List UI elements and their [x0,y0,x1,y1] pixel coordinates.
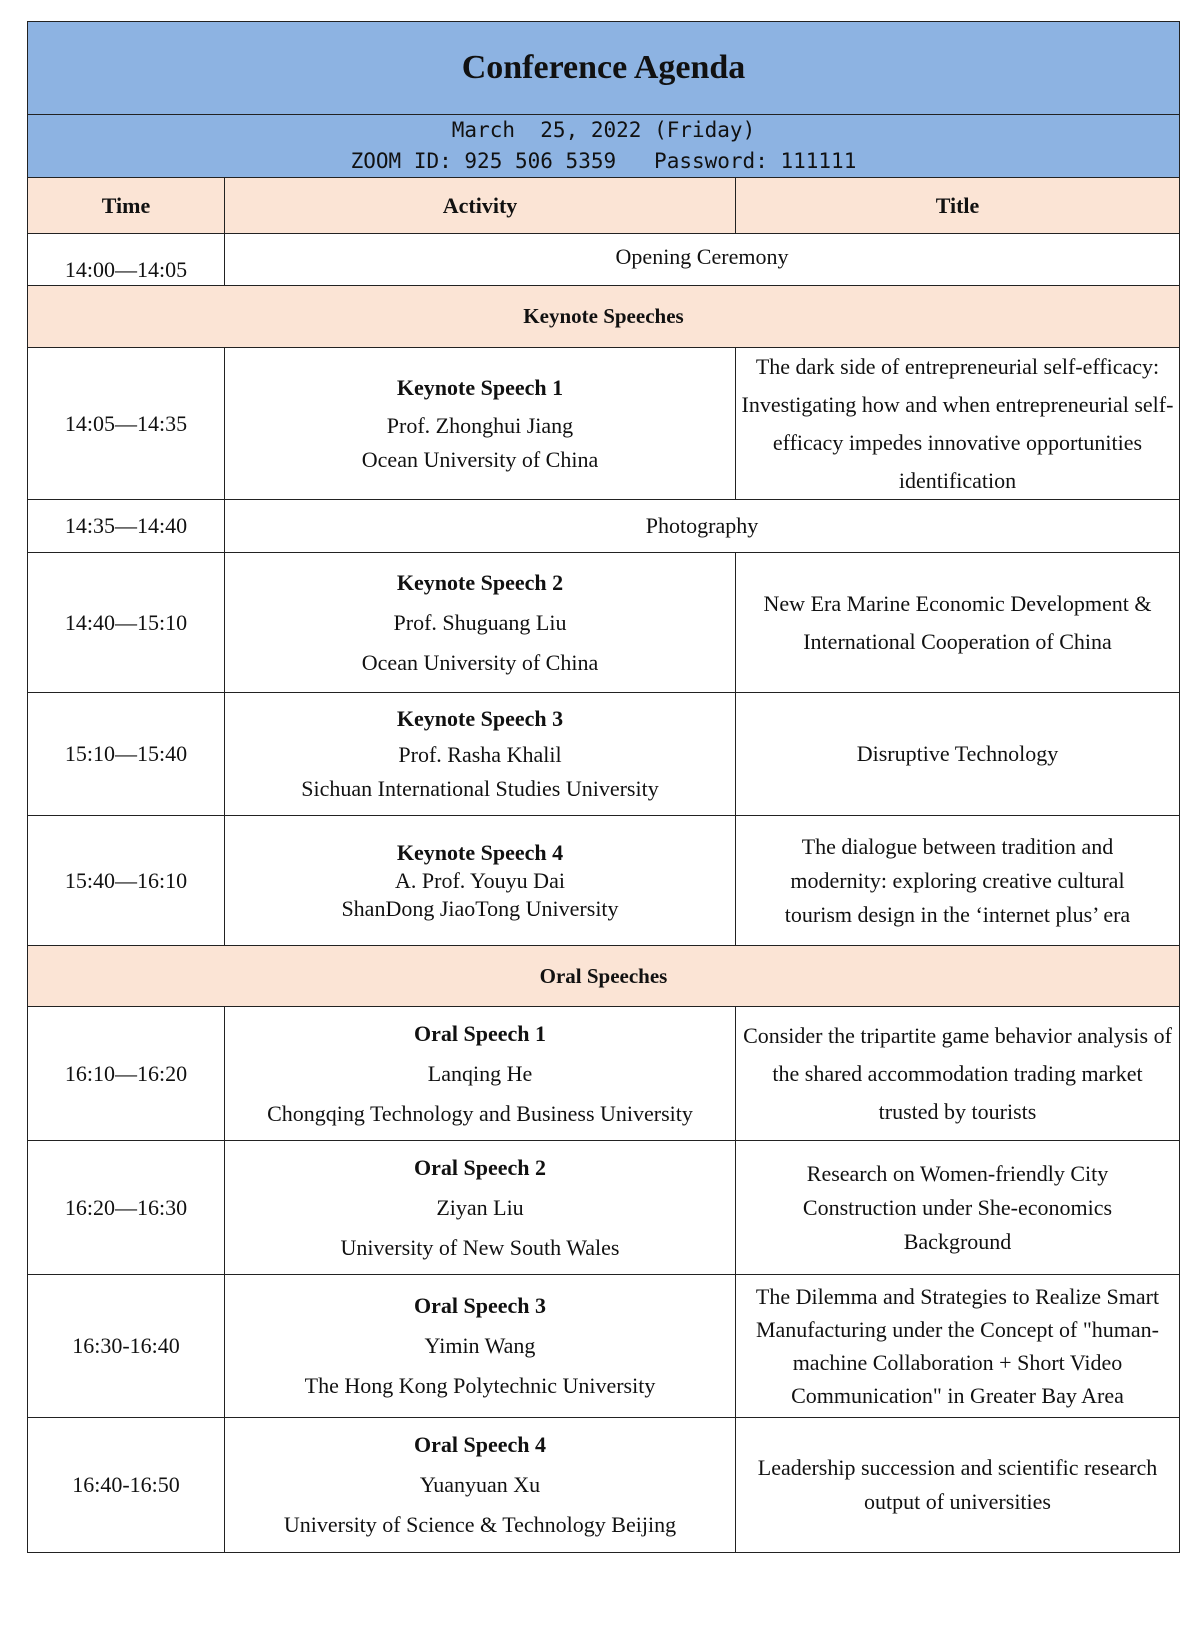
session-activity [225,348,736,499]
session-activity [225,553,736,692]
table-row [27,553,1180,693]
speaker-name: Prof. Rasha Khalil [398,742,562,767]
speaker-affiliation: ShanDong JiaoTong University [341,895,619,921]
session-label: Oral Speech 1 [414,1020,546,1046]
photography-row [27,500,1180,553]
opening-label: Opening Ceremony [615,244,789,269]
table-row [27,348,1180,500]
opening-row [27,234,1180,286]
table-row [27,1275,1180,1418]
meeting-info [28,115,1179,177]
speaker-name: Prof. Zhonghui Jiang [386,412,574,438]
session-time: 16:30-16:40 [28,1275,225,1417]
column-header-activity: Activity [225,178,736,233]
session-label: Oral Speech 3 [414,1293,546,1318]
session-time: 15:40—16:10 [28,816,225,945]
session-activity [225,1275,736,1417]
session-label: Oral Speech 2 [414,1154,546,1180]
column-header-title: Title [935,192,980,218]
session-time: 15:10—15:40 [28,693,225,815]
column-header-time: Time [28,178,225,233]
speaker-name: Prof. Shuguang Liu [393,609,567,635]
session-label: Oral Speech 4 [414,1432,546,1457]
keynote-section-row [27,286,1180,348]
session-label: Keynote Speech 4 [396,839,564,865]
session-label: Keynote Speech 2 [396,569,564,595]
agenda-title-row [27,21,1180,115]
talk-title: Consider the tripartite game behavior analysis of the shared accommodation trading market trusted by tourists [743,1022,1172,1124]
speaker-affiliation: Chongqing Technology and Business University [267,1100,693,1126]
talk-title: The dialogue between tradition and modernity: exploring creative cultural tourism design in the ‘internet plus’ era [784,833,1131,927]
oral-section-row [27,946,1180,1007]
speaker-affiliation: The Hong Kong Polytechnic University [304,1373,656,1398]
table-row [27,816,1180,946]
session-label: Keynote Speech 3 [396,706,564,731]
meeting-date: March 25, 2022 (Friday) [451,118,756,142]
speaker-name: Ziyan Liu [436,1194,524,1220]
table-row [27,1418,1180,1553]
keynote-section-heading: Keynote Speeches [523,304,684,328]
zoom-credentials: ZOOM ID: 925 506 5359 Password: 111111 [350,149,857,173]
speaker-affiliation: Sichuan International Studies University [301,776,659,801]
session-time: 14:40—15:10 [28,553,225,692]
session-time: 16:20—16:30 [28,1141,225,1274]
session-label: Keynote Speech 1 [396,374,564,400]
session-activity [225,1141,736,1274]
table-row [27,1141,1180,1275]
speaker-name: Lanqing He [427,1060,533,1086]
speaker-affiliation: University of Science & Technology Beijing [283,1512,677,1537]
table-row [27,1007,1180,1141]
session-time: 14:05—14:35 [28,348,225,499]
session-activity [225,1007,736,1140]
column-header-row [27,178,1180,234]
agenda-table [27,21,1180,1614]
speaker-affiliation: Ocean University of China [361,649,599,675]
session-activity [225,693,736,815]
photography-time: 14:35—14:40 [28,500,225,552]
speaker-name: Yuanyuan Xu [419,1472,541,1497]
talk-title: New Era Marine Economic Development & International Cooperation of China [763,590,1152,654]
photography-label: Photography [645,513,759,538]
meeting-info-row [27,115,1180,178]
session-time: 16:10—16:20 [28,1007,225,1140]
opening-time: 14:00—14:05 [28,234,225,285]
speaker-affiliation: Ocean University of China [361,446,599,472]
session-time: 16:40-16:50 [28,1418,225,1552]
talk-title: Research on Women-friendly City Construction under She-economics Background [802,1160,1113,1254]
talk-title: The dark side of entrepreneurial self-efficacy: Investigating how and when entrepreneurial self-efficacy impedes innovative opportunities identification [741,353,1174,493]
speaker-name: A. Prof. Youyu Dai [395,867,565,893]
talk-title: Disruptive Technology [856,741,1059,767]
speaker-affiliation: University of New South Wales [340,1234,620,1260]
session-activity [225,816,736,945]
speaker-name: Yimin Wang [424,1333,536,1358]
talk-title: The Dilemma and Strategies to Realize Smart Manufacturing under the Concept of "human-machine Collaboration + Short Video Communication" in Greater Bay Area [755,1284,1160,1408]
talk-title: Leadership succession and scientific research output of universities [757,1455,1158,1514]
session-activity [225,1418,736,1552]
oral-section-heading: Oral Speeches [539,963,668,988]
table-row [27,693,1180,816]
agenda-title: Conference Agenda [461,49,746,86]
